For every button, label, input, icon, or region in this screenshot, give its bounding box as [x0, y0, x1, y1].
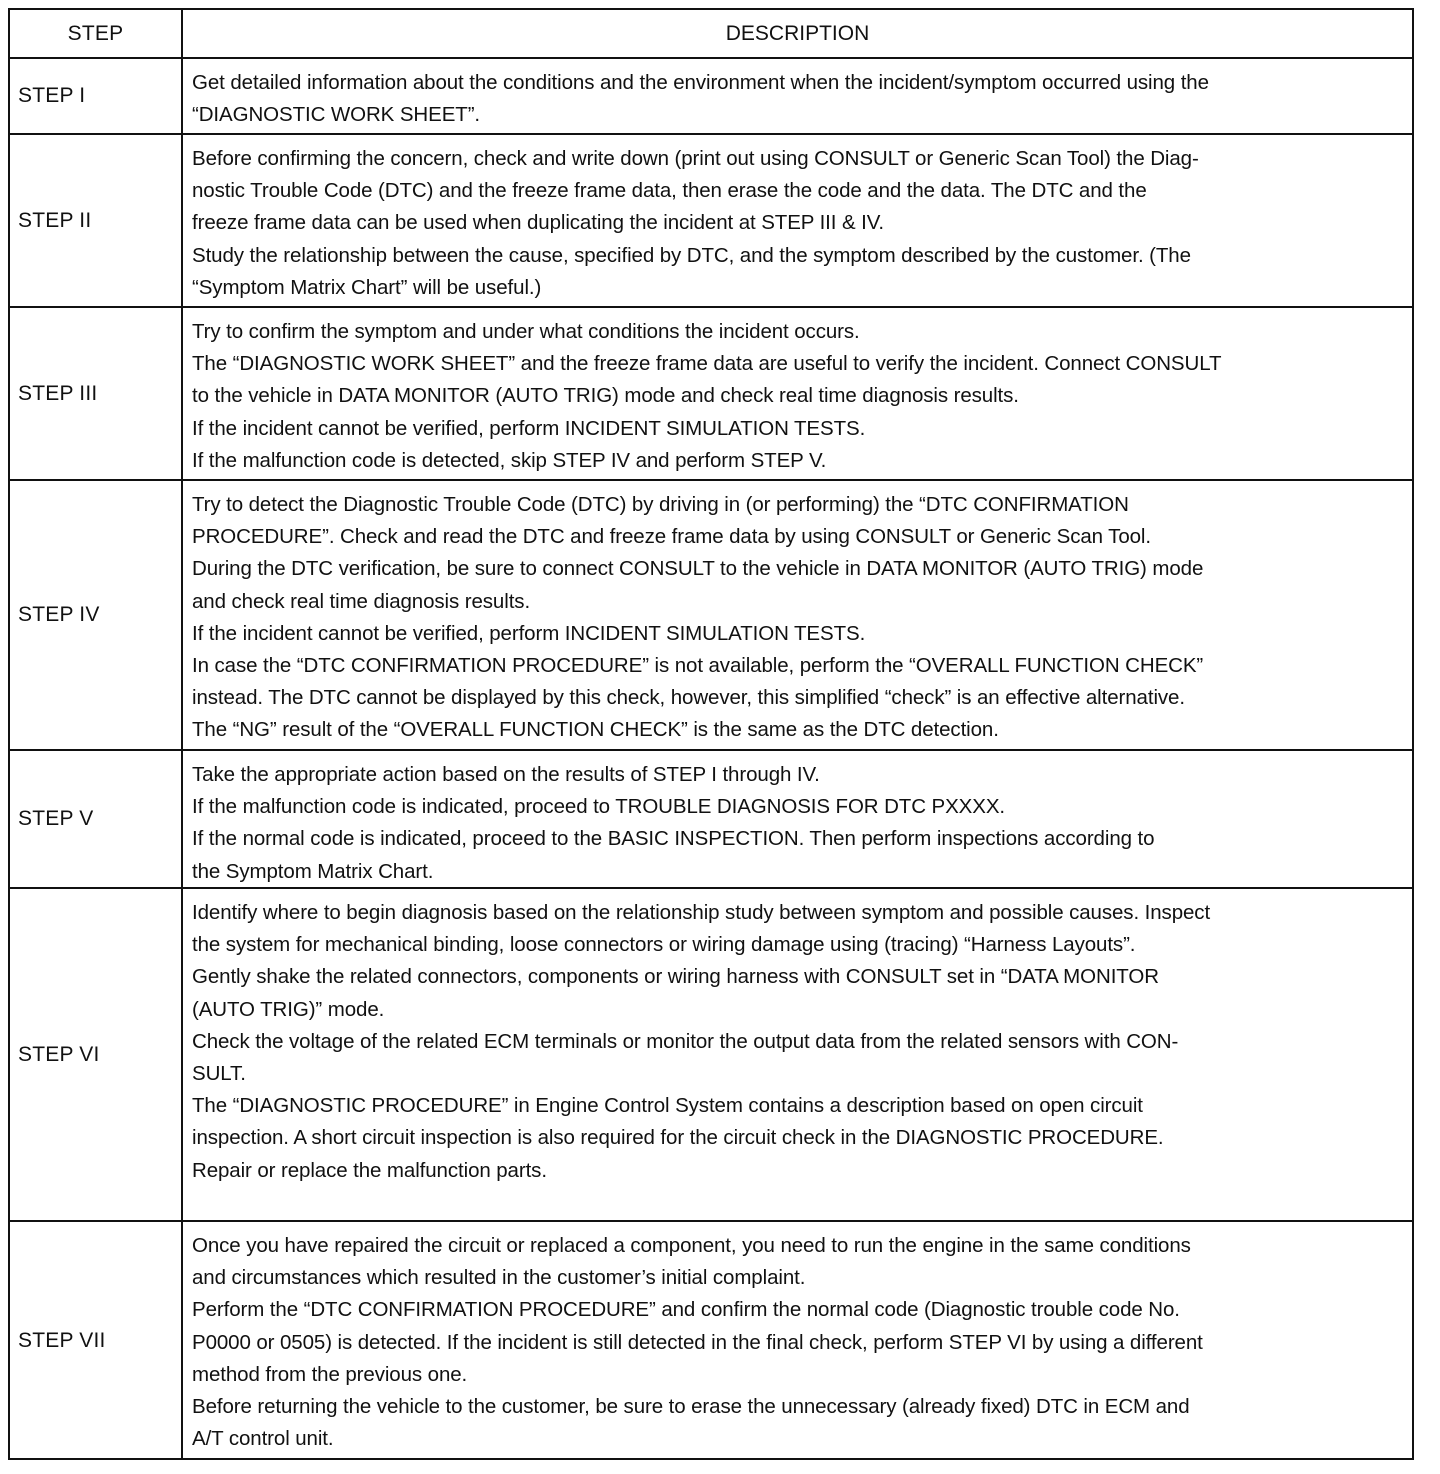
description-line: (AUTO TRIG)” mode.	[192, 997, 385, 1021]
description-line: Check the voltage of the related ECM terminals or monitor the output data from the related sensors with CON-	[192, 1029, 1179, 1053]
description-line: nostic Trouble Code (DTC) and the freeze frame data, then erase the code and the data. The DTC and the	[192, 179, 1147, 203]
step-label: STEP VII	[10, 1222, 183, 1460]
table-row	[10, 751, 1412, 889]
step-label: STEP III	[10, 308, 183, 479]
description-line: and circumstances which resulted in the customer’s initial complaint.	[192, 1266, 806, 1290]
step-label: STEP I	[10, 59, 183, 133]
description-line: Try to detect the Diagnostic Trouble Code (DTC) by driving in (or performing) the “DTC CONFIRMATION	[192, 493, 1129, 516]
description-line: Once you have repaired the circuit or replaced a component, you need to run the engine in the same conditions	[192, 1234, 1191, 1257]
description-line: A/T control unit.	[192, 1427, 334, 1451]
description-line: The “NG” result of the “OVERALL FUNCTION CHECK” is the same as the DTC detection.	[192, 718, 999, 742]
description-line: instead. The DTC cannot be displayed by this check, however, this simplified “check” is an effective alternative.	[192, 686, 1185, 710]
step-column-header: STEP	[10, 10, 183, 57]
description-line: During the DTC verification, be sure to connect CONSULT to the vehicle in DATA MONITOR (AUTO TRIG) mode	[192, 557, 1204, 581]
step-label: STEP IV	[10, 481, 183, 749]
description-line: In case the “DTC CONFIRMATION PROCEDURE” is not available, perform the “OVERALL FUNCTION CHECK”	[192, 654, 1204, 678]
table-row	[10, 481, 1412, 751]
step-description	[183, 1222, 1412, 1460]
step-label: STEP II	[10, 135, 183, 306]
description-line: the Symptom Matrix Chart.	[192, 859, 434, 883]
description-line: Try to confirm the symptom and under what conditions the incident occurs.	[192, 320, 860, 343]
table-row	[10, 59, 1412, 135]
table-row	[10, 135, 1412, 308]
description-line: Identify where to begin diagnosis based on the relationship study between symptom and possible causes. Inspect	[192, 901, 1211, 924]
description-column-header: DESCRIPTION	[725, 21, 870, 45]
table-row	[10, 308, 1412, 481]
step-description	[183, 889, 1412, 1220]
description-line: If the incident cannot be verified, perform INCIDENT SIMULATION TESTS.	[192, 416, 866, 440]
description-line: freeze frame data can be used when duplicating the incident at STEP III & IV.	[192, 211, 885, 235]
description-line: PROCEDURE”. Check and read the DTC and freeze frame data by using CONSULT or Generic Scan Tool.	[192, 525, 1151, 549]
table-row	[10, 889, 1412, 1222]
description-line: If the incident cannot be verified, perform INCIDENT SIMULATION TESTS.	[192, 621, 866, 645]
description-line: If the malfunction code is indicated, proceed to TROUBLE DIAGNOSIS FOR DTC PXXXX.	[192, 795, 1005, 819]
step-label: STEP VI	[10, 889, 183, 1220]
step-description	[183, 135, 1412, 306]
description-line: Before confirming the concern, check and write down (print out using CONSULT or Generic Scan Tool) the Diag-	[192, 147, 1199, 170]
step-description	[183, 751, 1412, 887]
description-line: Gently shake the related connectors, components or wiring harness with CONSULT set in “DATA MONITOR	[192, 965, 1159, 989]
description-line: P0000 or 0505) is detected. If the incident is still detected in the final check, perform STEP VI by using a different	[192, 1330, 1203, 1354]
description-line: Perform the “DTC CONFIRMATION PROCEDURE” and confirm the normal code (Diagnostic trouble code No.	[192, 1298, 1180, 1322]
description-line: inspection. A short circuit inspection is also required for the circuit check in the DIAGNOSTIC PROCEDURE.	[192, 1126, 1164, 1150]
description-line: Get detailed information about the conditions and the environment when the incident/symptom occurred using the	[192, 71, 1209, 94]
description-line: and check real time diagnosis results.	[192, 589, 531, 613]
table-row	[10, 1222, 1412, 1460]
description-line: “Symptom Matrix Chart” will be useful.)	[192, 275, 542, 299]
description-line: SULT.	[192, 1062, 246, 1086]
step-label: STEP V	[10, 751, 183, 887]
table-header-row	[10, 10, 1412, 59]
description-line: If the normal code is indicated, proceed to the BASIC INSPECTION. Then perform inspections according to	[192, 827, 1155, 851]
step-description	[183, 308, 1412, 479]
description-line: to the vehicle in DATA MONITOR (AUTO TRIG) mode and check real time diagnosis results.	[192, 384, 1019, 408]
step-description	[183, 481, 1412, 749]
description-line: The “DIAGNOSTIC WORK SHEET” and the freeze frame data are useful to verify the incident. Connect CONSULT	[192, 352, 1222, 376]
description-line: method from the previous one.	[192, 1362, 468, 1386]
diagnostic-steps-table	[8, 8, 1414, 1460]
description-line: Before returning the vehicle to the customer, be sure to erase the unnecessary (already fixed) DTC in ECM and	[192, 1395, 1190, 1419]
description-line: the system for mechanical binding, loose connectors or wiring damage using (tracing) “Harness Layouts”.	[192, 933, 1136, 957]
description-line: The “DIAGNOSTIC PROCEDURE” in Engine Control System contains a description based on open circuit	[192, 1094, 1143, 1118]
description-line: Take the appropriate action based on the results of STEP I through IV.	[192, 763, 820, 786]
description-line: Study the relationship between the cause, specified by DTC, and the symptom described by the customer. (The	[192, 243, 1191, 267]
step-description	[183, 59, 1412, 133]
description-line: “DIAGNOSTIC WORK SHEET”.	[192, 103, 481, 127]
description-line: If the malfunction code is detected, skip STEP IV and perform STEP V.	[192, 448, 827, 472]
description-line: Repair or replace the malfunction parts.	[192, 1158, 547, 1182]
